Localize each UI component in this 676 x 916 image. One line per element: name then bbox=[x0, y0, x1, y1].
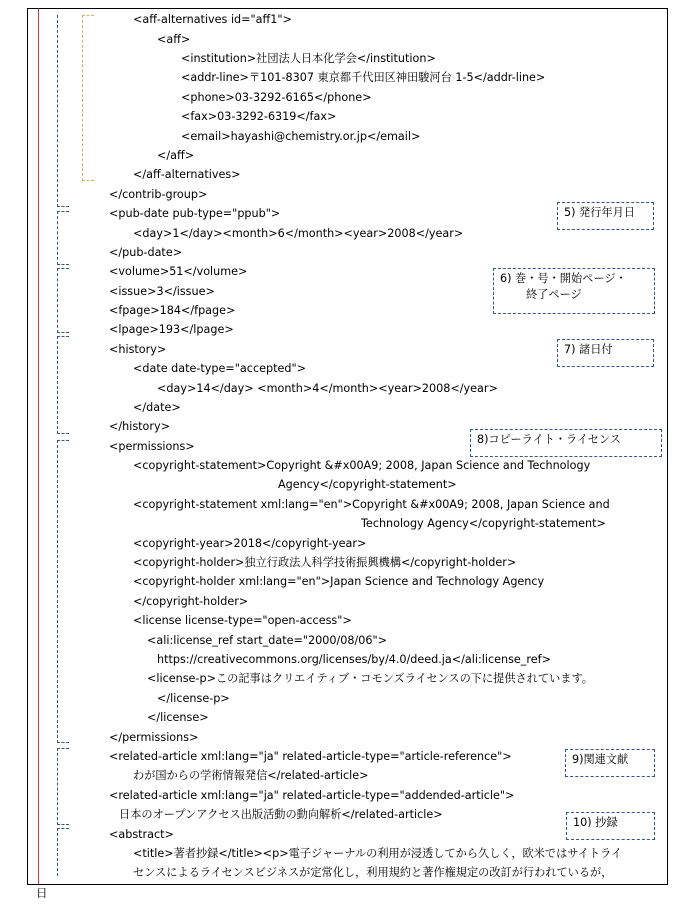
code-line: <copyright-holder xml:lang="en">Japan Science and Technology Agency bbox=[133, 575, 545, 588]
pub-date-bracket bbox=[57, 211, 58, 265]
code-line: </license> bbox=[147, 711, 209, 724]
annotation-label: 5) 発行年月日 bbox=[564, 206, 635, 219]
footer-text: 日 bbox=[36, 886, 48, 900]
code-line: </permissions> bbox=[109, 731, 199, 744]
code-line: <permissions> bbox=[109, 440, 195, 453]
code-line: <date date-type="accepted"> bbox=[133, 362, 306, 375]
code-line: <addr-line>〒101-8307 東京都千代田区神田駿河台 1-5</addr-line> bbox=[181, 71, 546, 84]
code-line: <lpage>193</lpage> bbox=[109, 323, 234, 336]
contrib-bracket bbox=[57, 15, 58, 207]
code-line: <abstract> bbox=[109, 828, 174, 841]
code-line: <title>著者抄録</title><p>電子ジャーナルの利用が浸透してから久しく，欧米ではサイトライ bbox=[133, 847, 623, 860]
code-line: </date> bbox=[133, 401, 181, 414]
code-line: 日本のオープンアクセス出版活動の動向解析</related-article> bbox=[119, 808, 443, 821]
code-line: <ali:license_ref start_date="2000/08/06"> bbox=[147, 634, 387, 647]
annotation-label: 6) 巻・号・開始ページ・ bbox=[500, 272, 627, 285]
code-line: <day>1</day><month>6</month><year>2008</year> bbox=[133, 227, 464, 240]
abstract-annotation bbox=[566, 812, 655, 840]
code-line: </aff> bbox=[157, 149, 195, 162]
code-line: </copyright-holder> bbox=[133, 595, 249, 608]
code-line: <aff-alternatives id="aff1"> bbox=[133, 13, 292, 26]
history-annotation bbox=[557, 339, 654, 367]
code-line: <fpage>184</fpage> bbox=[109, 304, 236, 317]
code-line: <license license-type="open-access"> bbox=[133, 614, 352, 627]
code-line: </pub-date> bbox=[109, 246, 183, 259]
abstract-bracket bbox=[57, 828, 58, 876]
code-line: <phone>03-3292-6165</phone> bbox=[181, 91, 372, 104]
code-line: <copyright-statement xml:lang="en">Copyright &#x00A9; 2008, Japan Science and bbox=[133, 498, 610, 511]
code-line: <copyright-holder>独立行政法人科学技術振興機構</copyright-holder> bbox=[133, 556, 517, 569]
aff-bracket bbox=[82, 15, 83, 181]
annotation-label: 8)コピーライト・ライセンス bbox=[477, 433, 621, 446]
code-line: Agency</copyright-statement> bbox=[278, 478, 457, 491]
code-line: <email>hayashi@chemistry.or.jp</email> bbox=[181, 130, 421, 143]
code-line: <copyright-statement>Copyright &#x00A9; 2008, Japan Science and Technology bbox=[133, 459, 591, 472]
left-margin-rule bbox=[38, 9, 39, 884]
code-line: <related-article xml:lang="ja" related-article-type="article-reference"> bbox=[109, 750, 512, 763]
code-line: <pub-date pub-type="ppub"> bbox=[109, 207, 281, 220]
code-line: <license-p>この記事はクリエイティブ・コモンズライセンスの下に提供されています。 bbox=[147, 672, 593, 685]
permissions-bracket bbox=[57, 440, 58, 743]
code-line: </license-p> bbox=[157, 692, 230, 705]
code-line: </aff-alternatives> bbox=[133, 168, 241, 181]
history-bracket bbox=[57, 336, 58, 434]
annotation-label: 終了ページ bbox=[526, 288, 582, 301]
code-line: </history> bbox=[109, 420, 170, 433]
code-line: https://creativecommons.org/licenses/by/4.0/deed.ja</ali:license_ref> bbox=[157, 653, 551, 666]
code-line: <institution>社団法人日本化学会</institution> bbox=[181, 52, 436, 65]
code-line: <history> bbox=[109, 343, 167, 356]
volume-bracket bbox=[57, 268, 58, 333]
code-line: </contrib-group> bbox=[109, 188, 208, 201]
code-line: <day>14</day> <month>4</month><year>2008</year> bbox=[157, 382, 498, 395]
permissions-annotation bbox=[470, 429, 662, 457]
code-line: わが国からの学術情報発信</related-article> bbox=[133, 769, 369, 782]
code-line: <fax>03-3292-6319</fax> bbox=[181, 110, 337, 123]
code-line: <copyright-year>2018</copyright-year> bbox=[133, 537, 367, 550]
related-bracket bbox=[57, 748, 58, 825]
related-annotation bbox=[565, 749, 655, 777]
code-line: <volume>51</volume> bbox=[109, 265, 248, 278]
pub-date-annotation bbox=[557, 202, 654, 230]
volume-annotation bbox=[493, 268, 655, 314]
code-line: <aff> bbox=[157, 33, 191, 46]
code-line: Technology Agency</copyright-statement> bbox=[361, 517, 606, 530]
code-line: <related-article xml:lang="ja" related-article-type="addended-article"> bbox=[109, 789, 515, 802]
annotation-label: 7) 諸日付 bbox=[564, 343, 613, 356]
code-line: センスによるライセンスビジネスが定常化し，利用規約と著作権規定の改訂が行われているが， bbox=[133, 866, 613, 879]
annotation-label: 9)関連文献 bbox=[572, 753, 629, 766]
annotation-label: 10) 抄録 bbox=[573, 816, 618, 829]
code-line: <issue>3</issue> bbox=[109, 285, 215, 298]
